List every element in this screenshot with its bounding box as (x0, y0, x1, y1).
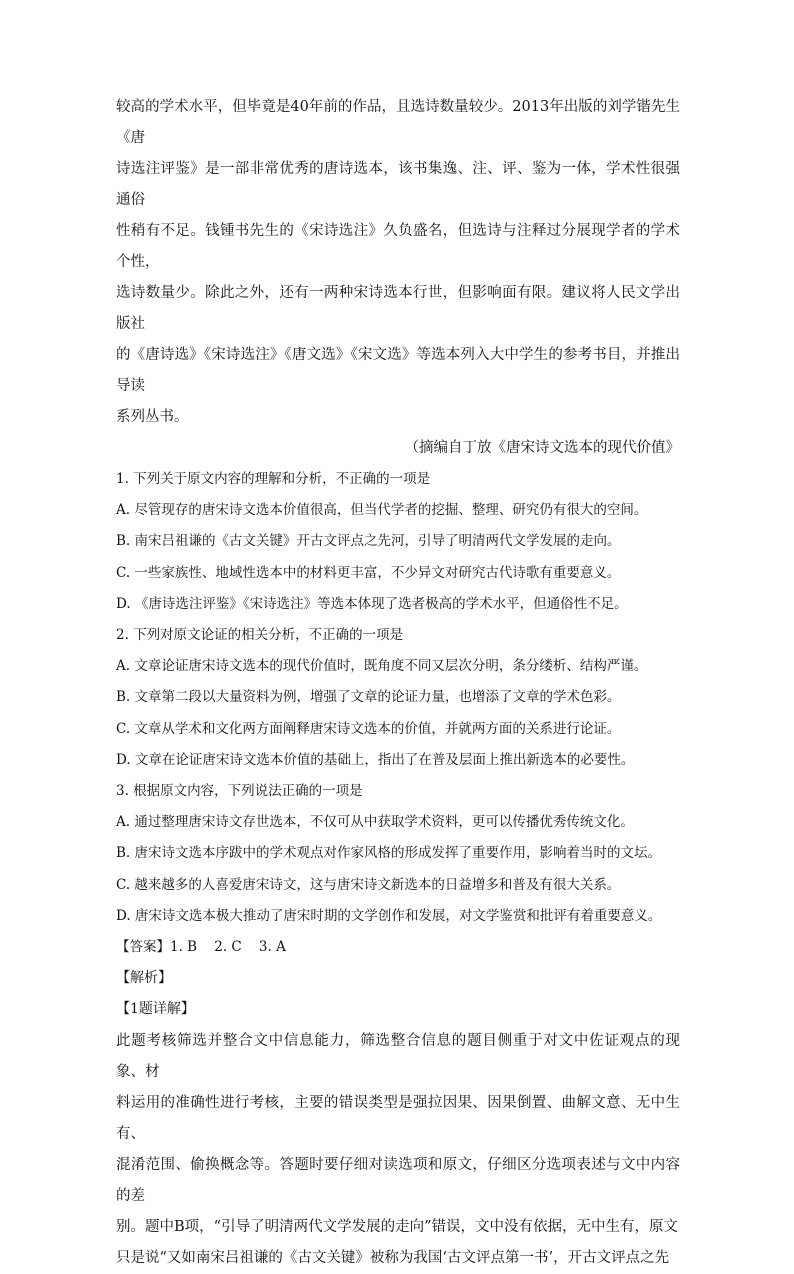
option-d: D. 《唐诗选注评鉴》《宋诗选注》等选本体现了选者极高的学术水平，但通俗性不足。 (116, 595, 628, 612)
question-stem: 3. 根据原文内容，下列说法正确的一项是 (116, 783, 363, 800)
answer-line (116, 932, 680, 963)
passage-paragraph (116, 92, 680, 433)
analysis-line: 混淆范围、偷换概念等。答题时要仔细对读选项和原文，仔细区分选项表述与文中内容的差 (116, 1156, 680, 1204)
option-d: D. 唐宋诗文选本极大推动了唐宋时期的文学创作和发展，对文学鉴赏和批评有着重要意义。 (116, 907, 662, 924)
option-a: A. 尽管现存的唐宋诗文选本价值很高，但当代学者的挖掘、整理、研究仍有很大的空间。 (116, 502, 648, 519)
answer-label: 【答案】 (116, 939, 170, 956)
question-2 (116, 620, 680, 776)
option-b: B. 南宋吕祖谦的《古文关键》开古文评点之先河，引导了明清两代文学发展的走向。 (116, 533, 621, 550)
passage-line: 选诗数量少。除此之外，还有一两种宋诗选本行世，但影响面有限。建议将人民文学出版社 (116, 285, 680, 332)
analysis-line: 此题考核筛选并整合文中信息能力，筛选整合信息的题目侧重于对文中佐证观点的现象、材 (116, 1032, 680, 1080)
question-3 (116, 776, 680, 932)
analysis-paragraph (116, 1026, 680, 1274)
answer-text: 1. B 2. C 3. A (170, 939, 286, 956)
analysis-line: 只是说“又如南宋吕祖谦的《古文关键》被称为我国‘古文评点第一书’，开古文评点之先 (116, 1249, 670, 1266)
option-b: B. 文章第二段以大量资料为例，增强了文章的论证力量，也增添了文章的学术色彩。 (116, 689, 621, 706)
passage-line: 的《唐诗选》《宋诗选注》《唐文选》《宋文选》等选本列入大中学生的参考书目，并推出导读 (116, 347, 680, 394)
passage-line: 较高的学术水平，但毕竟是40年前的作品，且选诗数量较少。2013年出版的刘学锴先生《唐 (116, 99, 680, 146)
passage-line: 系列丛书。 (116, 409, 189, 425)
question-1 (116, 464, 680, 620)
question-1-explanation-heading: 【1题详解】 (116, 1001, 195, 1018)
option-c: C. 文章从学术和文化两方面阐释唐宋诗文选本的价值，并就两方面的关系进行论证。 (116, 720, 621, 737)
option-c: C. 一些家族性、地域性选本中的材料更丰富，不少异文对研究古代诗歌有重要意义。 (116, 564, 621, 581)
passage-line: 性稍有不足。钱锺书先生的《宋诗选注》久负盛名，但选诗与注释过分展现学者的学术个性， (116, 223, 680, 270)
question-stem: 1. 下列关于原文内容的理解和分析，不正确的一项是 (116, 471, 431, 487)
passage-line: 诗选注评鉴》是一部非常优秀的唐诗选本，该书集逸、注、评、鉴为一体，学术性很强通俗 (116, 161, 680, 208)
option-c: C. 越来越多的人喜爱唐宋诗文，这与唐宋诗文新选本的日益增多和普及有很大关系。 (116, 876, 621, 893)
analysis-line: 料运用的准确性进行考核，主要的错误类型是强拉因果、因果倒置、曲解文意、无中生有、 (116, 1094, 680, 1142)
option-a: A. 通过整理唐宋诗文存世选本，不仅可从中获取学术资料，更可以传播优秀传统文化。 (116, 814, 634, 831)
option-a: A. 文章论证唐宋诗文选本的现代价值时，既角度不同又层次分明，条分缕析、结构严谨。 (116, 658, 648, 675)
option-d: D. 文章在论证唐宋诗文选本价值的基础上，指出了在普及层面上推出新选本的必要性。 (116, 751, 635, 768)
analysis-heading: 【解析】 (116, 970, 172, 987)
analysis-line: 别。题中B项，“引导了明清两代文学发展的走向”错误，文中没有依据，无中生有，原文 (116, 1218, 678, 1235)
option-b: B. 唐宋诗文选本序跋中的学术观点对作家风格的形成发挥了重要作用，影响着当时的文坛。 (116, 845, 662, 862)
question-stem: 2. 下列对原文论证的相关分析，不正确的一项是 (116, 627, 404, 644)
document-page (116, 92, 680, 1274)
passage-source: （摘编自丁放《唐宋诗文选本的现代价值》 (404, 440, 680, 456)
